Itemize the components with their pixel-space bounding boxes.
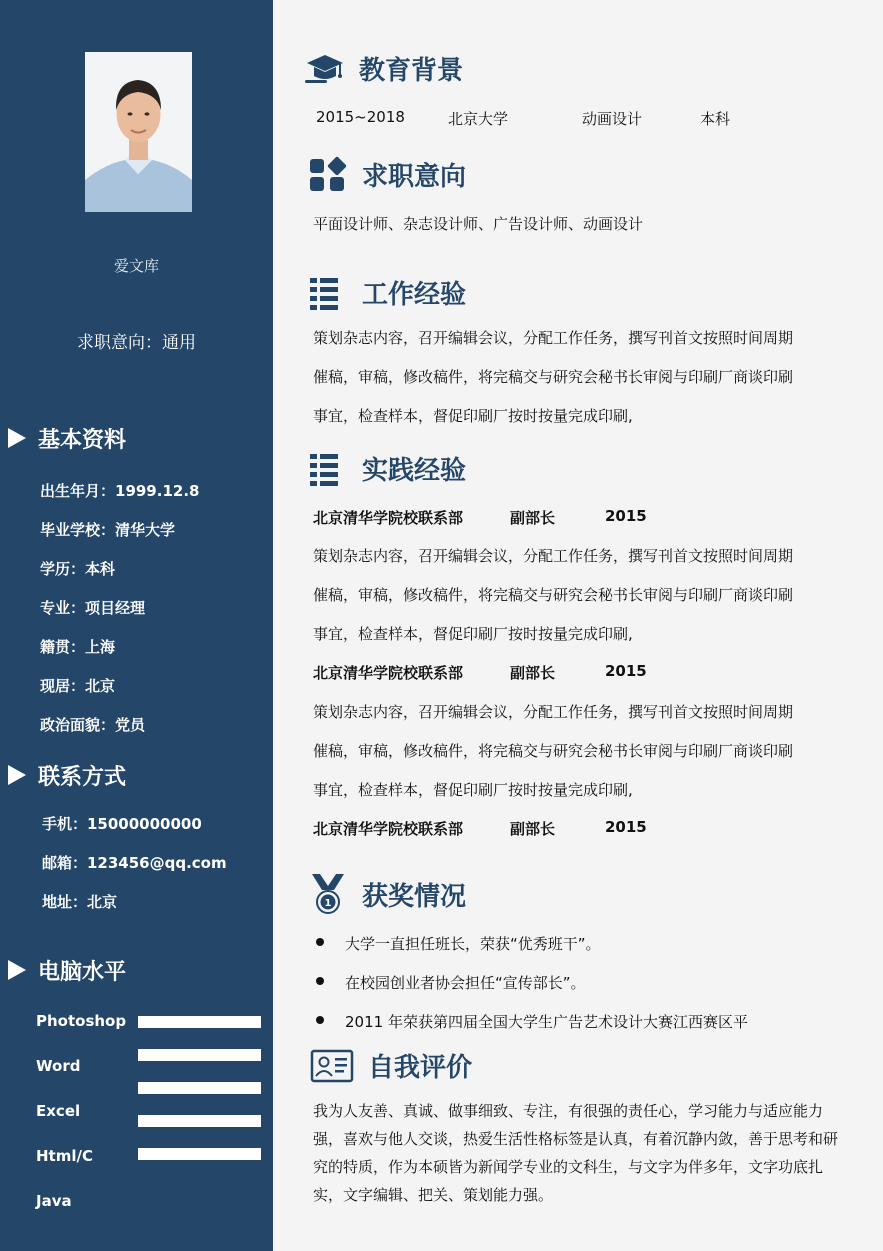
triangle-icon xyxy=(8,428,26,448)
skill-word: Word xyxy=(36,1057,81,1075)
sidebar xyxy=(0,0,273,1251)
svg-text:1: 1 xyxy=(324,898,332,909)
practice-line: 事宜，检查样本，督促印刷厂按时按量完成印刷, xyxy=(313,625,633,643)
practice-role: 副部长 xyxy=(510,820,556,838)
work-line: 事宜，检查样本，督促印刷厂按时按量完成印刷, xyxy=(313,407,633,425)
practice-line: 策划杂志内容，召开编辑会议，分配工作任务，撰写刊首文按照时间周期 xyxy=(313,703,794,721)
practice-year: 2015 xyxy=(605,507,647,525)
practice-role: 副部长 xyxy=(510,664,556,682)
work-line: 策划杂志内容，召开编辑会议，分配工作任务，撰写刊首文按照时间周期 xyxy=(313,329,794,347)
practice-line: 事宜，检查样本，督促印刷厂按时按量完成印刷, xyxy=(313,781,633,799)
skill-excel: Excel xyxy=(36,1102,81,1120)
self-eval-heading: 自我评价 xyxy=(310,1047,472,1084)
practice-org: 北京清华学院校联系部 xyxy=(313,820,464,838)
skill-photoshop: Photoshop xyxy=(36,1012,127,1030)
skill-java: Java xyxy=(36,1192,72,1210)
triangle-icon xyxy=(8,960,26,980)
contact-phone: 手机：15000000000 xyxy=(42,815,202,833)
practice-line: 催稿，审稿，修改稿件，将完稿交与研究会秘书长审阅与印刷厂商谈印刷 xyxy=(313,586,794,604)
profile-photo xyxy=(85,52,192,212)
practice-line: 策划杂志内容，召开编辑会议，分配工作任务，撰写刊首文按照时间周期 xyxy=(313,547,794,565)
education-school: 北京大学 xyxy=(448,110,509,128)
work-heading: 工作经验 xyxy=(308,274,466,311)
list-icon xyxy=(308,451,348,487)
award-item: 2011 年荣获第四届全国大学生广告艺术设计大赛江西赛区平 xyxy=(345,1013,748,1031)
practice-role: 副部长 xyxy=(510,509,556,527)
info-political: 政治面貌：党员 xyxy=(40,716,146,734)
profile-intent: 求职意向：通用 xyxy=(77,333,196,353)
education-degree: 本科 xyxy=(700,110,731,128)
skill-bar xyxy=(138,1049,261,1061)
info-major: 专业：项目经理 xyxy=(40,599,146,617)
award-item: 在校园创业者协会担任“宣传部长”。 xyxy=(345,974,586,992)
contact-heading: 联系方式 xyxy=(8,760,126,790)
awards-heading: 1 获奖情况 xyxy=(308,872,466,916)
practice-line: 催稿，审稿，修改稿件，将完稿交与研究会秘书长审阅与印刷厂商谈印刷 xyxy=(313,742,794,760)
practice-org: 北京清华学院校联系部 xyxy=(313,509,464,527)
contact-address: 地址：北京 xyxy=(42,893,118,911)
self-eval-text: 我为人友善、真诚、做事细致、专注，有很强的责任心，学习能力与适应能力强，喜欢与他人交谈，热爱生活性格标签是认真，有着沉静内敛，善于思考和研究的特质，作为本硕皆为新闻学专业的文科生，与文字为伴多年，文字功底扎实，文字编辑、把关、策划能力强。 xyxy=(313,1102,839,1204)
info-residence: 现居：北京 xyxy=(40,677,116,695)
triangle-icon xyxy=(8,765,26,785)
basic-info-heading: 基本资料 xyxy=(8,423,126,453)
grid-icon xyxy=(308,157,348,193)
id-card-icon xyxy=(310,1048,354,1084)
contact-email: 邮箱：123456@qq.com xyxy=(42,854,227,872)
list-icon xyxy=(308,275,348,311)
bullet-icon xyxy=(316,977,324,985)
medal-icon xyxy=(308,872,348,916)
skill-bar xyxy=(138,1016,261,1028)
practice-year: 2015 xyxy=(605,818,647,836)
skill-bar xyxy=(138,1115,261,1127)
objective-text: 平面设计师、杂志设计师、广告设计师、动画设计 xyxy=(313,215,644,233)
skill-bar xyxy=(138,1082,261,1094)
info-birth: 出生年月：1999.12.8 xyxy=(40,482,200,500)
practice-heading: 实践经验 xyxy=(308,450,466,487)
education-major: 动画设计 xyxy=(582,110,643,128)
practice-year: 2015 xyxy=(605,662,647,680)
practice-org: 北京清华学院校联系部 xyxy=(313,664,464,682)
bullet-icon xyxy=(316,1016,324,1024)
bullet-icon xyxy=(316,938,324,946)
profile-name: 爱文库 xyxy=(113,257,159,275)
info-school: 毕业学校：清华大学 xyxy=(40,521,176,539)
education-heading: 教育背景 xyxy=(305,50,463,87)
graduation-cap-icon xyxy=(305,51,345,87)
info-degree: 学历：本科 xyxy=(40,560,116,578)
info-origin: 籍贯：上海 xyxy=(40,638,116,656)
info-political-clip xyxy=(0,712,273,734)
skills-heading: 电脑水平 xyxy=(8,955,126,985)
objective-heading: 求职意向 xyxy=(308,156,466,193)
skill-html: Html/C xyxy=(36,1147,93,1165)
award-item: 大学一直担任班长，荣获“优秀班干”。 xyxy=(345,935,601,953)
education-period: 2015~2018 xyxy=(316,108,405,126)
skill-bar xyxy=(138,1148,261,1160)
work-line: 催稿，审稿，修改稿件，将完稿交与研究会秘书长审阅与印刷厂商谈印刷 xyxy=(313,368,794,386)
